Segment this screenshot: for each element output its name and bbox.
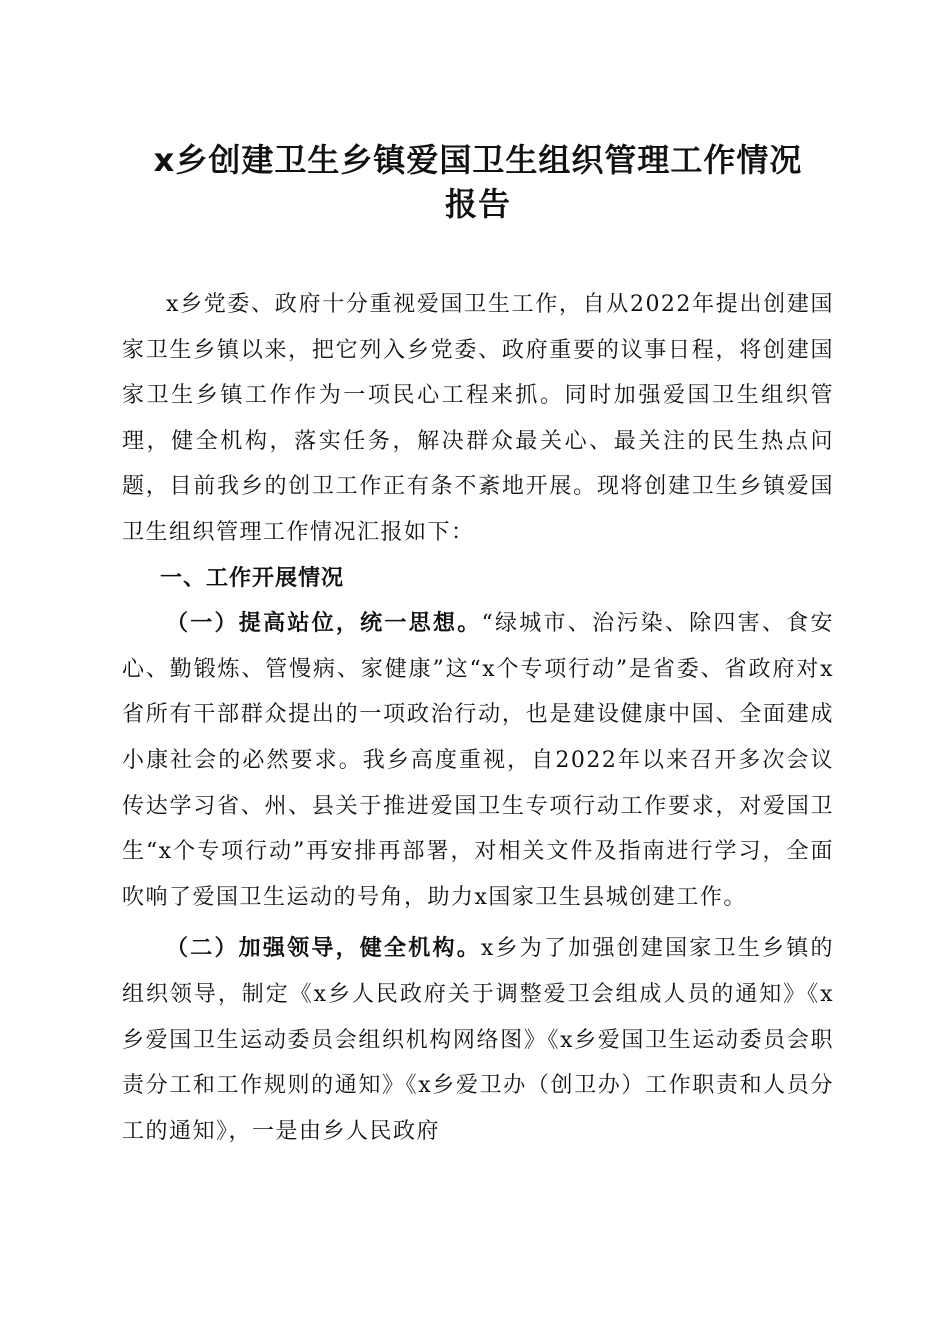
item-2-title: （二）加强领导，健全机构。: [166, 936, 481, 962]
title-line-1: x乡创建卫生乡镇爱国卫生组织管理工作情况: [153, 141, 803, 179]
document-title: [122, 138, 834, 226]
item-2-body: x乡为了加强创建国家卫生乡镇的组织领导，制定《x乡人民政府关于调整爱卫会组成人员的通知》《x乡爱国卫生运动委员会组织机构网络图》《x乡爱国卫生运动委员会职责分工和工作规则的通知》《x乡爱卫办（创卫办）工作职责和人员分工的通知》，一是由乡人民政府: [122, 936, 834, 1144]
item-1-body: “绿城市、治污染、除四害、食安心、勤锻炼、管慢病、家健康”这“x个专项行动”是省委、省政府对x省所有干部群众提出的一项政治行动，也是建设健康中国、全面建成小康社会的必然要求。我乡高度重视，自2022年以来召开多次会议传达学习省、州、县关于推进爱国卫生专项行动工作要求，对爱国卫生“x个专项行动”再安排再部署，对相关文件及指南进行学习，全面吹响了爱国卫生运动的号角，助力x国家卫生县城创建工作。: [122, 611, 834, 910]
title-line-2: 报告: [444, 185, 511, 223]
item-1-paragraph: [122, 601, 834, 920]
intro-paragraph: x乡党委、政府十分重视爱国卫生工作，自从2022年提出创建国家卫生乡镇以来，把它列入乡党委、政府重要的议事日程，将创建国家卫生乡镇工作作为一项民心工程来抓。同时加强爱国卫生组织管理，健全机构，落实任务，解决群众最关心、最关注的民生热点问题，目前我乡的创卫工作正有条不紊地开展。现将创建卫生乡镇爱国卫生组织管理工作情况汇报如下：: [122, 292, 834, 545]
item-1-title: （一）提高站位，统一思想。: [166, 611, 482, 637]
section-heading-1: 一、工作开展情况: [160, 565, 345, 591]
item-2-paragraph: [122, 926, 834, 1154]
document-page: [122, 138, 834, 1154]
